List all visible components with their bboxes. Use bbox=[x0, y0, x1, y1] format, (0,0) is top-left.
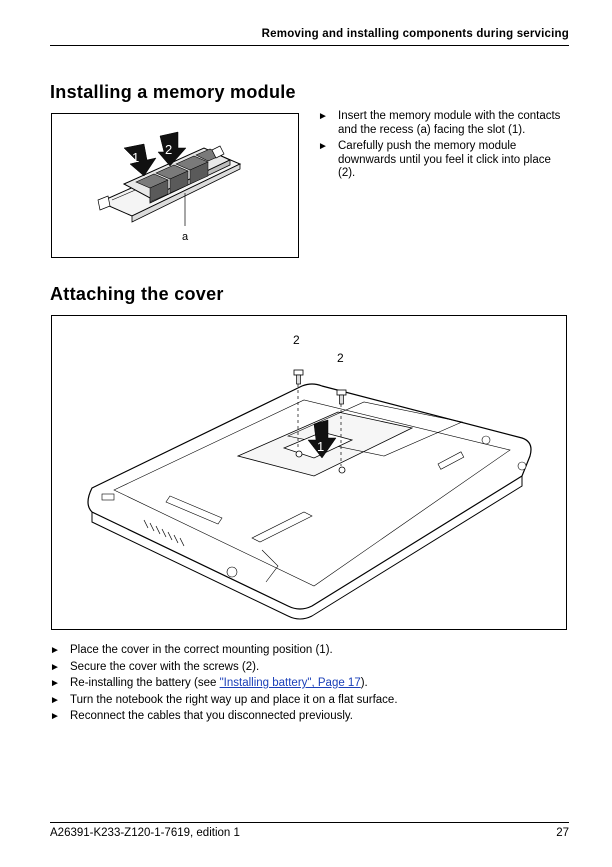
page-number: 27 bbox=[556, 827, 569, 839]
bullet-arrow-icon: ► bbox=[50, 711, 60, 722]
step-text: Place the cover in the correct mounting position (1). bbox=[70, 644, 333, 656]
bullet-arrow-icon: ► bbox=[50, 645, 60, 656]
bullet-arrow-icon: ► bbox=[50, 661, 60, 673]
list-item bbox=[50, 644, 570, 658]
callout-1: 1 bbox=[132, 150, 140, 165]
bullet-arrow-icon: ► bbox=[318, 141, 328, 152]
step-text: Reconnect the cables that you disconnected previously. bbox=[70, 710, 353, 722]
step-text: Insert the memory module with the contacts and the recess (a) facing the slot (1). bbox=[338, 110, 561, 136]
list-item bbox=[50, 677, 570, 691]
running-header: Removing and installing components during servicing bbox=[261, 28, 569, 40]
callout-cover: 1 bbox=[317, 439, 325, 454]
memory-steps-list bbox=[318, 110, 570, 184]
list-item bbox=[318, 140, 570, 181]
bullet-arrow-icon: ► bbox=[318, 111, 328, 122]
bullet-arrow-icon: ► bbox=[50, 694, 60, 706]
section-heading-installing-memory: Installing a memory module bbox=[50, 82, 296, 102]
step-text: Secure the cover with the screws (2). bbox=[70, 660, 260, 673]
bullet-arrow-icon: ► bbox=[50, 678, 60, 689]
callout-screw-right: 2 bbox=[337, 351, 344, 365]
list-item bbox=[50, 710, 570, 724]
list-item bbox=[318, 110, 570, 137]
installing-battery-link[interactable]: "Installing battery", Page 17 bbox=[219, 677, 361, 689]
list-item bbox=[50, 661, 570, 675]
memory-module-figure bbox=[51, 113, 299, 258]
cover-steps-list bbox=[50, 644, 570, 727]
step-text: Carefully push the memory module downwards until you feel it click into place (2). bbox=[338, 140, 551, 179]
step-text-before: Re-installing the battery (see bbox=[70, 677, 220, 689]
document-id: A26391-K233-Z120-1-7619, edition 1 bbox=[50, 827, 240, 839]
screw-icon bbox=[294, 370, 303, 384]
step-text-after: ). bbox=[360, 677, 368, 689]
cover-figure bbox=[51, 315, 567, 630]
callout-a: a bbox=[182, 231, 189, 243]
list-item bbox=[50, 694, 570, 708]
notebook-underside-illustration bbox=[52, 316, 566, 629]
section-heading-attaching-cover: Attaching the cover bbox=[50, 284, 224, 304]
callout-screw-left: 2 bbox=[293, 333, 300, 347]
step-text: Turn the notebook the right way up and place it on a flat surface. bbox=[70, 693, 398, 706]
memory-module-illustration bbox=[52, 114, 298, 257]
footer-divider bbox=[50, 822, 569, 823]
callout-2: 2 bbox=[165, 142, 173, 157]
header-divider bbox=[50, 45, 569, 46]
